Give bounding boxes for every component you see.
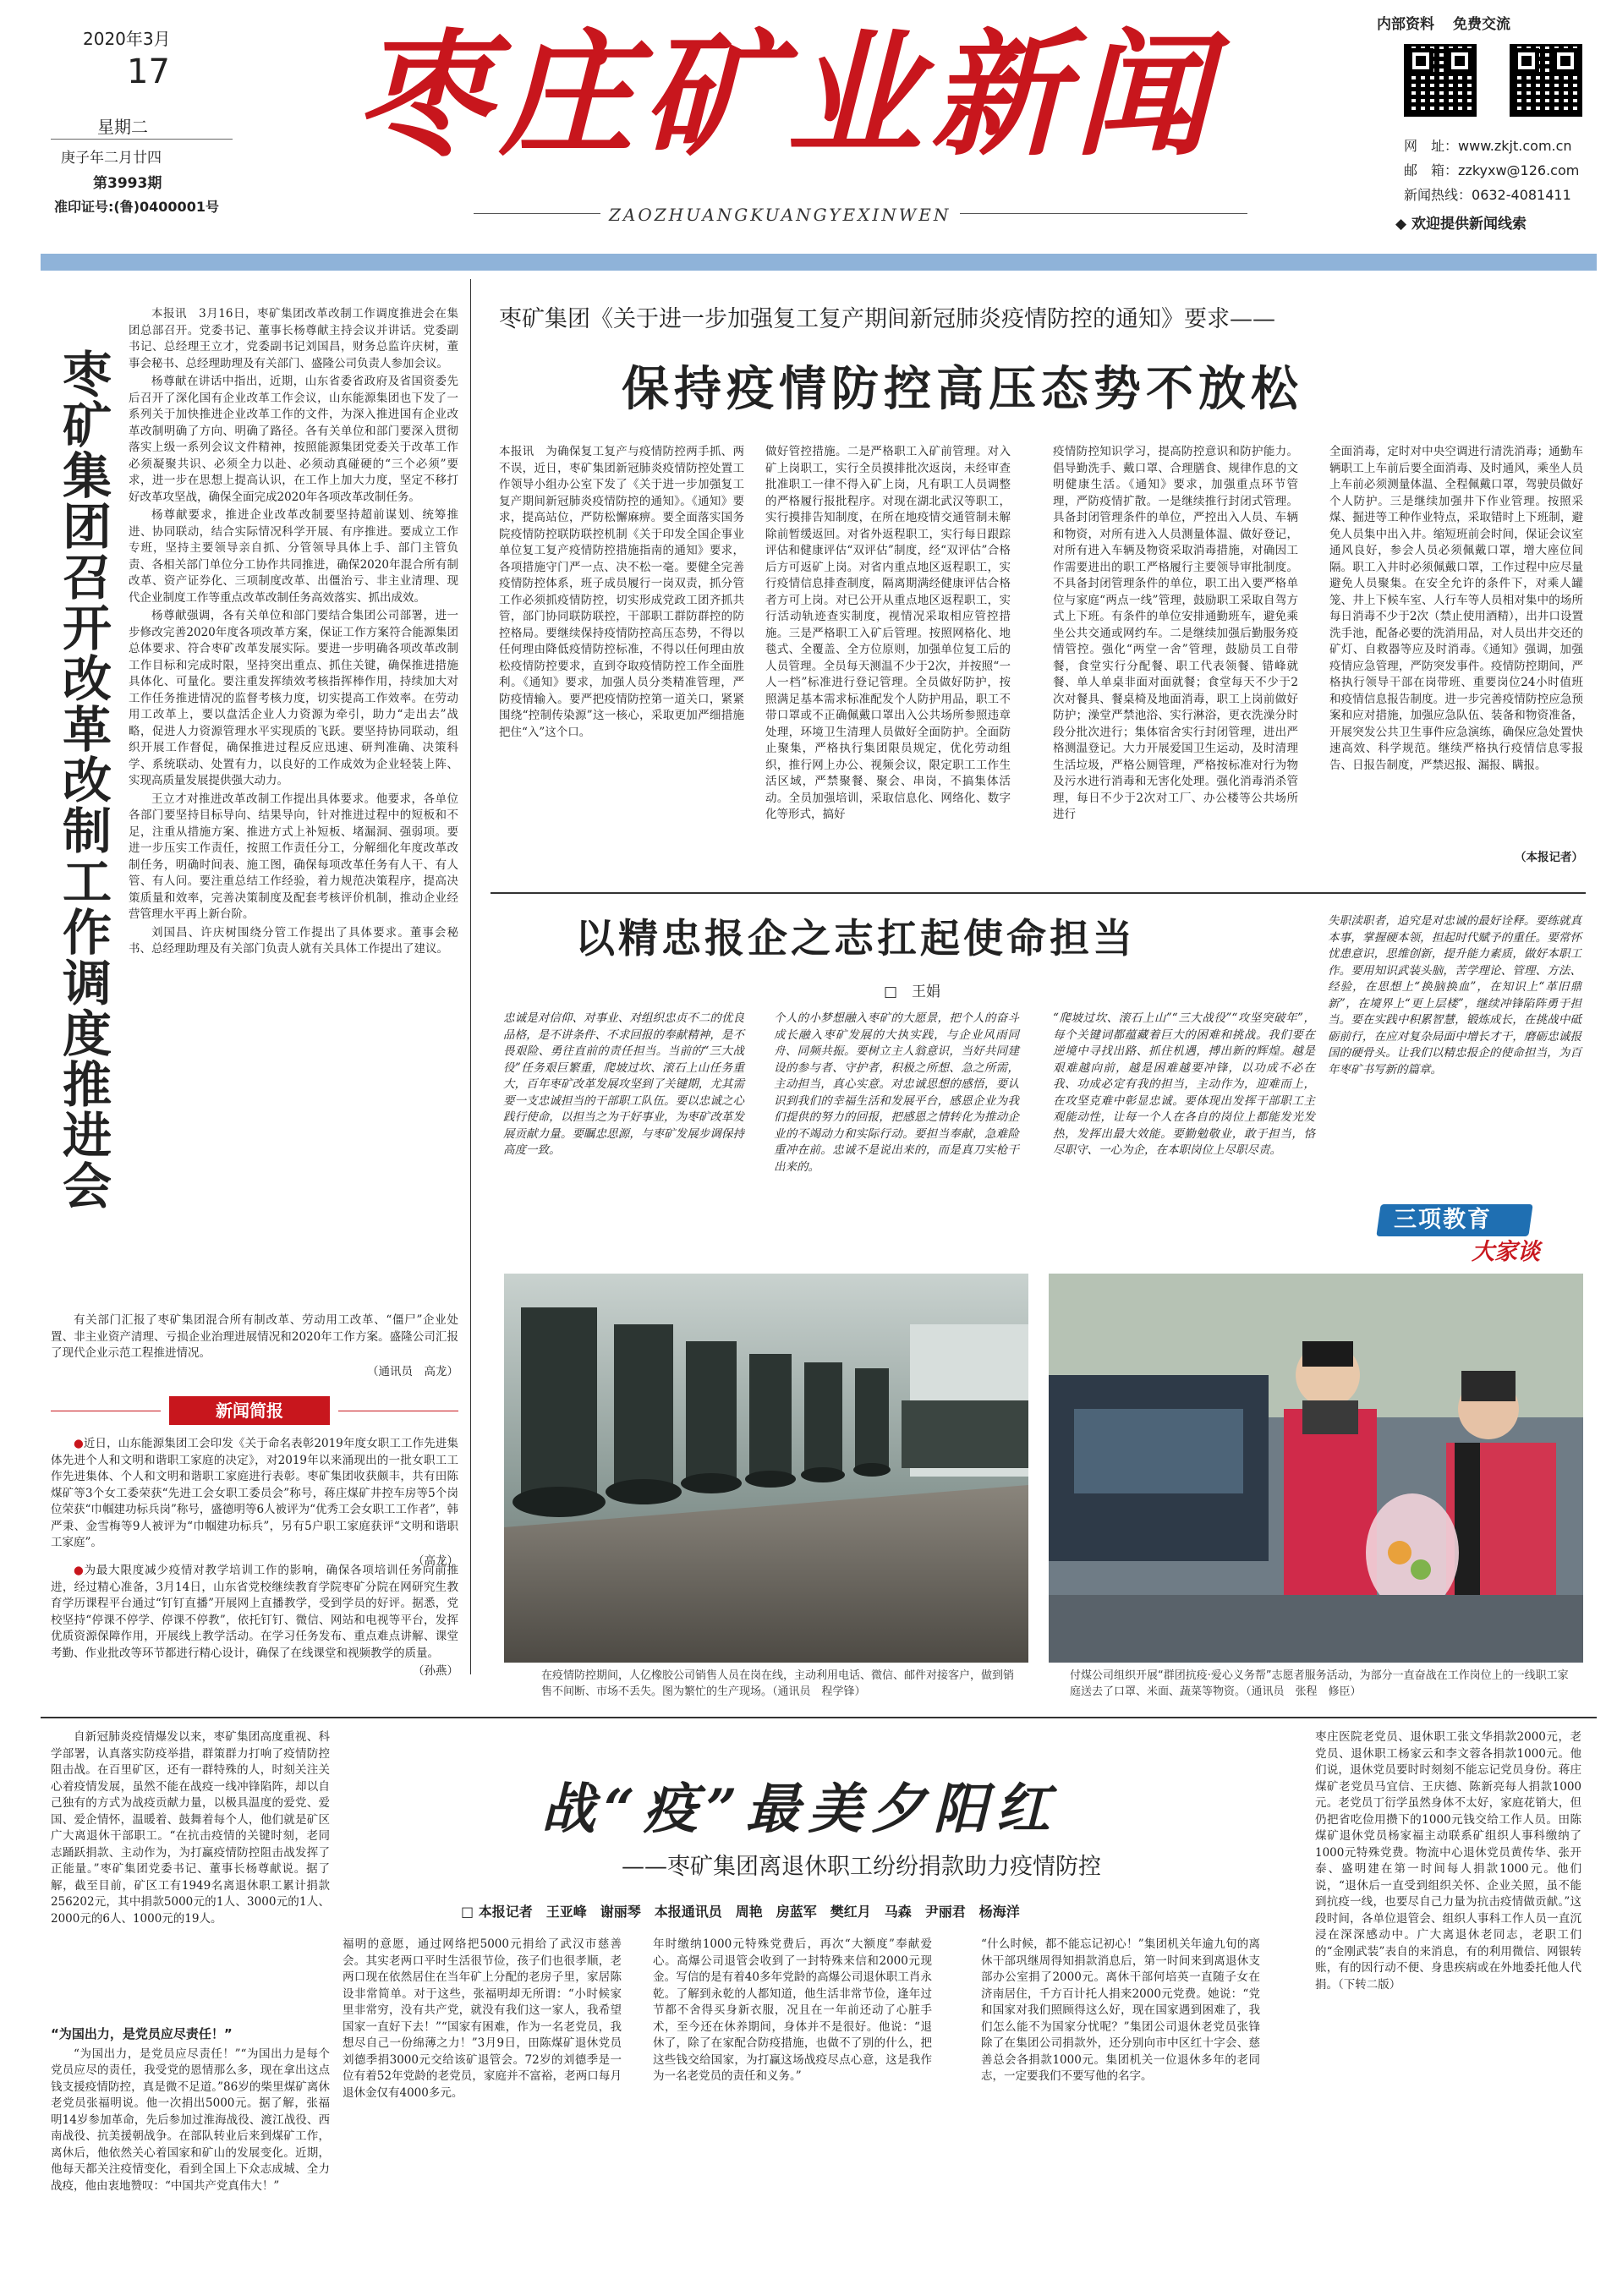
brief-item [51,1563,458,1681]
lead-paragraph: 杨尊献强调，各有关单位和部门要结合集团公司部署，进一步修改完善2020年度各项改革方案，保证工作方案符合能源集团总体要求、符合枣矿改革发展实际。要进一步明确各项改革改制工作目标和完成时限，坚持突出重点、抓住关键，确保推进措施具体化、可量化。要注重发挥绩效考核指挥棒作用，持续加大对工作任务推进情况的监督考核力度，切实提高工作效率。在劳动用工改革上，要以盘活企业人力资源为牵引，助力“走出去”战略，促进人力资源管理水平实现质的飞跃。要坚持协同联动，组织开展工作督促，确保推进过程反应迅速、研判准确、决策科学、系统联动、处置有力，以良好的工作成效为企业轻装上阵、实现高质量发展提供强大动力。 [129,609,458,787]
newspaper-title: 枣庄矿业新闻 [355,15,1219,174]
email-row [1404,160,1579,179]
subhead-party-duty: “为国出力，是党员应尽责任！” [51,2026,233,2041]
lead-paragraph: 王立才对推进改革改制工作提出具体要求。他要求，各单位各部门要坚持目标导向、结果导向，针对推进过程中的短板和不足，注重从措施方案、推进方式上补短板、堵漏洞、强弱项。要进一步压实工作责任，按照工作责任分工，分解细化年度改革改制任务，明确时间表、施工图，确保每项改革任务有人干、有人管、有人问。要注重总结工作经验，着力规范决策程序，提高决策质量和效率，完善决策制度及配套考核评价机制，推动企业经营管理水平再上新台阶。 [129,792,458,921]
lunar-date: 庚子年二月廿四 [61,150,162,167]
retirees-column: 年时缴纳1000元特殊党费后，再次“大额度”奉献爱心。高爆公司退管会收到了一封特殊来信和2000元现金。写信的是有着40多年党龄的高爆公司退休职工肖永乾。了解到永乾的人都知道，他生活非常节俭，逢年过节都不舍得买身新衣服，况且在一年前还动了心脏手术，至今还在休养期间，身体并不是很好。他说：“退休了，除了在家配合防疫措施，也做不了别的什么，把这些钱交给国家，为打赢这场战疫尽点心意，这是我作为一名老党员的责任和义务。” [653,1937,932,2083]
volunteer-photo-image [1049,1274,1583,1663]
epidemic-column: 疫情防控知识学习，提高防控意识和防护能力。倡导勤洗手、戴口罩、合理膳食、规律作息的文明健康生活。《通知》要求，加强重点环节管理，严防疫情扩散。一是继续推行封闭式管理。具备封闭管理条件的单位，严控出入人员、车辆和物资，对所有进入人员测量体温、做好登记，对所有进入车辆及物资采取消毒措施，对确因工作需要进出的职工严格履行主要领导审批制度。不具备封闭管理条件的单位，职工出入要严格单位与家庭“两点一线”管理，鼓励职工采取自驾方式上下班。有条件的单位安排通勤班车，避免乘坐公共交通或网约车。二是继续加强后勤服务疫情管控。强化“两堂一舍”管理，鼓励员工自带餐，食堂实行分配餐、职工代表领餐、错峰就餐、单人单桌非面对面就餐；食堂每天不少于2次对餐具、餐桌椅及地面消毒，职工上岗前做好防护；澡堂严禁池浴、实行淋浴，更衣洗澡分时段分批次进行；集体宿舍实行封闭管理，进出严格测温登记。大力开展爱国卫生运动，及时清理生活垃圾，严格公厕管理，严格按标准对行为物及污水进行消毒和无害化处理。强化消毒消杀管理，每日不少于2次对工厂、办公楼等公共场所进行 [1053,445,1298,821]
bullet-icon: ● [74,1564,85,1577]
loyal-headline: 以精忠报企之志扛起使命担当 [575,916,1136,962]
tag-internal: 内部资料 [1377,16,1434,33]
stamp-sub: 大家谈 [1472,1239,1540,1265]
loyal-column: “爬坡过坎、滚石上山”“三大战役”“攻坚突破年”，每个关键词都蕴藏着巨大的困难和挑战。我们要在逆境中寻找出路、抓住机遇，搏出新的辉煌。越是艰难越向前，越是困难越要冲锋，以功成不必在我、功成必定有我的担当，主动作为，迎难而上，在攻坚克难中彰显忠诚。要体现出发挥干部职工主观能动性，让每一个人在各自的岗位上都能发光发热，发挥出最大效能。要勤勉敬业，敢于担当，恪尽职守、一心为企，在本职岗位上尽职尽责。 [1053,1011,1315,1157]
lead-paragraph: 刘国昌、许庆树围绕分管工作提出了具体要求。董事会秘书、总经理助理及有关部门负责人就有关具体工作提出了建议。 [129,925,458,956]
epidemic-headline: 保持疫情防控高压态势不放松 [622,361,1303,417]
retirees-headline: 战“疫”最美夕阳红 [541,1778,1059,1841]
briefs-title-box [169,1396,330,1425]
epidemic-column: 本报讯 为确保复工复产与疫情防控两手抓、两不误，近日，枣矿集团新冠肺炎疫情防控处置工作领导小组办公室下发了《关于进一步加强复工复产期间新冠肺炎疫情防控的通知》。《通知》要求，提高站位，严防松懈麻痹。要全面落实国务院疫情防控联防联控机制《关于印发全国企事业单位复工复产疫情防控措施指南的通知》要求，各项措施守门严一点、决不松一毫。要健全完善疫情防控体系，班子成员履行一岗双责，抓分管工作必须抓疫情防控，切实形成党政工团齐抓共管，部门协同联防联控，干部职工群防群控的防控格局。要继续保持疫情防控高压态势，不得以任何理由降低疫情防控标准，不得以任何理由放松疫情防控要求，直到夺取疫情防控工作全面胜利。《通知》要求，加强人员分类精准管理，严防疫情输入。要严把疫情防控第一道关口，紧紧围绕“控制传染源”这一核心，采取更加严细措施把住“入”这个口。 [499,445,744,739]
factory-photo-caption: 在疫情防控期间，人亿橡胶公司销售人员在岗在线，主动利用电话、微信、邮件对接客户，做到销售不间断、市场不丢失。图为繁忙的生产现场。（通讯员 程学锋） [541,1669,1015,1698]
title-pinyin: ZAOZHUANGKUANGYEXINWEN [609,205,951,225]
retirees-column: “什么时候，都不能忘记初心！”集团机关年逾九旬的离休干部巩继周得知捐款消息后，第一时间来到离退休支部办公室捐了2000元。离休干部何培英一直随子女在济南居住，千方百计托人捐来2000元党费。她说：“党和国家对我们照顾得这么好，现在国家遇到困难了，我们怎么能不为国家分忧呢？”集团公司退休老党员张锋除了在集团公司捐款外，还分别向市中区红十字会、慈善总会各捐款1000元。集团机关一位退休多年的老同志，一定要我们不要写他的名字。 [981,1937,1260,2083]
retirees-column [51,2021,330,2288]
lead-paragraph: 有关部门汇报了枣矿集团混合所有制改革、劳动用工改革、“僵尸”企业处置、非主业资产清理、亏损企业治理进展情况和2020年工作方案。盛隆公司汇报了现代企业示范工程推进情况。 [51,1313,458,1360]
three-education-stamp [1379,1199,1573,1265]
retirees-column-text: 自新冠肺炎疫情爆发以来，枣矿集团高度重视、科学部署，认真落实防疫举措，群策群力打响了疫情防控阻击战。在百里矿区，还有一群特殊的人，时刻关注关心着疫情发展，虽然不能在战疫一线冲锋陷阵，却以自己独有的方式为战疫贡献力量，以极具温度的爱党、爱国、爱企情怀，温暖着、鼓舞着每个人，他们就是矿区广大离退休干部职工。“在抗击疫情的关键时刻，老同志踊跃捐款、主动作为，为打赢疫情防控阻击战发挥了正能量。”枣矿集团党委书记、董事长杨尊献说。据了解，截至目前，矿区工有1949名离退休职工累计捐款256202元，其中捐款5000元的1人、3000元的1人、2000元的6人、1000元的19人。 [51,1730,330,1926]
epidemic-column: 做好管控措施。二是严格职工入矿前管理。对入矿上岗职工，实行全员摸排批次返岗，未经审查批准职工一律不得入矿上岗，凡有职工人员调整的严格履行报批程序。对现在湖北武汉等职工，实行摸排告知制度，在所在地疫情交通管制未解除前暂缓返回。对省外返程职工，实行每日跟踪评估和健康评估“双评估”制度，经“双评估”合格后方可返矿上岗。对省内重点地区返程职工，实行疫情信息排查制度，隔离期满经健康评估合格者方可上岗。对已公开从重点地区返程职工，实行活动轨迹查实制度，视情况采取相应管控措施。三是严格职工入矿后管理。按照网格化、地毯式、全覆盖、全方位原则，加强单位复工后的人员管理。全员每天测温不少于2次，并按照“一人一档”标准进行登记管理。全员做好防护，按照满足基本需求标准配发个人防护用品，职工不带口罩或不正确佩戴口罩出入公共场所参照违章处理，环境卫生清理人员做好全面防护。全面防止聚集，严格执行集团限员规定，优化劳动组织，推行网上办公、视频会议，限定职工工作生活区域，严禁聚餐、聚会、串岗，不搞集体活动。全员加强培训，采取信息化、网络化、数字化等形式，搞好 [765,445,1011,821]
loyal-column: 忠诚是对信仰、对事业、对组织忠贞不二的优良品格，是不讲条件、不求回报的奉献精神，是不畏艰险、勇往直前的责任担当。当前的“三大战役”任务艰巨繁重，爬坡过坎、滚石上山任务重大，百年枣矿改革发展攻坚到了关键期，尤其需要一支忠诚担当的干部职工队伍。要以忠诚之心践行使命，以担当之为干好事业，为枣矿改革发展贡献力量。要瞩忠思源，与枣矿发展步调保持高度一致。 [503,1011,744,1157]
qr-code-right-icon[interactable] [1510,44,1582,117]
email-label: 邮 箱： [1404,162,1459,178]
date-day: 17 [127,52,170,91]
retirees-column: 福明的意愿，通过网络把5000元捐给了武汉市慈善会。其实老两口平时生活很节俭，孩子们也很孝顺，老两口现在依然居住在当年矿上分配的老房子里，家居陈设非常简单。对于这些，张福明却无所谓：“小时候家里非常穷，没有共产党，就没有我们这一家人，我希望国家一直好下去！”“国家有困难，作为一名老党员，我想尽自己一份绵薄之力！”3月9日，田陈煤矿退休党员刘德季捐3000元交给该矿退管会。72岁的刘德季是一位有着52年党龄的老党员，家庭并不富裕，老两口每月退休金仅有4000多元。 [343,1937,622,2100]
hotline-row [1404,184,1571,204]
volunteer-photo [1049,1274,1583,1663]
factory-photo [504,1274,1028,1663]
lead-headline: 枣矿集团召开改革改制工作调度推进会 [54,348,112,1211]
loyal-author: □ 王娟 [884,984,941,1000]
diamond-icon: ◆ [1395,216,1407,233]
brief-item [51,1436,458,1568]
brief-byline: （高龙） [413,1553,458,1568]
email-link[interactable]: zzkyxw@126.com [1458,162,1580,178]
epidemic-column [1329,444,1583,884]
welcome-text: 欢迎提供新闻线索 [1411,216,1527,233]
epidemic-column-text: 全面消毒，定时对中央空调进行清洗消毒；通勤车辆职工上车前后要全面消毒、及时通风，乘坐人员上车前必须测量体温、全程佩戴口罩，驾驶员做好个人防护。三是继续加强井下作业管理。按照采煤、掘进等工种作业特点，采取错时上下班制，避免人员集中出入井。缩短班前会时间，保证会议室通风良好，参会人员必须佩戴口罩，增大座位间隔。职工入井时必须佩戴口罩，工作过程中应尽量避免人员聚集。在安全允许的条件下，对乘人罐笼、井上下候车室、人行车等人员相对集中的场所每日消毒不少于2次（禁止使用酒精），出井口设置洗手池，配备必要的洗消用品，对人员出井交还的矿灯、自救器等应及时消毒。《通知》强调，加强疫情应急管理，严防突发事件。疫情防控期间，严格执行领导干部在岗带班、重要岗位24小时值班和疫情信息报告制度。进一步完善疫情防控应急预案和应对措施，加强应急队伍、装备和物资准备，开展突发公共卫生事件应急演练，确保应急处置快速高效、科学规范。继续严格执行疫情信息零报告、日报告制度，严禁迟报、漏报、瞒报。 [1329,445,1583,772]
permit-number: 准印证号:(鲁)0400001号 [54,199,219,215]
retirees-column-text: “为国出力，是党员应尽责任！”“为国出力是每个党员应尽的责任，我受党的恩情那么多，现在拿出这点钱支援疫情防控，真是微不足道。”86岁的柴里煤矿离休老党员张福明说。他一次捐出5000元。据了解，张福明14岁参加革命，先后参加过淮海战役、渡江战役、西南战役、抗美援朝战争。在部队转业后来到煤矿工作，离休后，他依然关心着国家和矿山的发展变化。近期，他每天都关注疫情变化，看到全国上下众志成城、全力战疫，他由衷地赞叹：“中国共产党真伟大！” [51,2047,330,2193]
masthead-band [41,254,1597,271]
factory-photo-image [504,1274,1028,1663]
date-line: 2020年3月 [83,29,171,49]
lead-byline: （通讯员 高龙） [367,1364,458,1378]
retirees-column: 枣庄医院老党员、退休职工张文华捐款2000元，老党员、退休职工杨家云和李文蓉各捐款1000元。他们说，退休党员要时时刻刻不能忘记党员身份。蒋庄煤矿老党员马宜信、王庆德、陈新亮每人捐款1000元。老党员丁衍学虽然身体不太好，家庭花销大，但仍把省吃俭用攒下的1000元钱交给工作人员。田陈煤矿退休党员杨家福主动联系矿组织人事科缴纳了1000元特殊党费。物流中心退休党员黄传华、张开泰、盛明建在第一时间每人捐款1000元。他们说，“退休后一直受到组织关怀、企业关照，虽不能到抗疫一线，也要尽自己力量为抗击疫情做贡献。”这段时间，各单位退管会、组织人事科工作人员一直沉浸在深深感动中。广大离退休老同志，老职工们的“金刚武装”表自的来消息，有的利用微信、网银转账，有的因行动不便、身患疾病或在外地委托他人代捐。（下转二版） [1315,1730,1581,1992]
bullet-icon: ● [74,1437,84,1450]
briefs-title: 新闻简报 [216,1400,283,1421]
retirees-subhead: ——枣矿集团离退休职工纷纷捐款助力疫情防控 [622,1854,1101,1880]
qr-code-left-icon[interactable] [1404,44,1477,117]
lead-article-body [129,306,458,1308]
brief-text: ●近日，山东能源集团工会印发《关于命名表彰2019年度女职工工作先进集体先进个人和文明和谐职工家庭的决定》，对2019年以来涌现出的一批女职工工作先进集体、个人和文明和谐职工家庭进行表彰。枣矿集团收获颇丰，共有田陈煤矿等3个女工委荣获“先进工会女职工委员会”称号，蒋庄煤矿井控车房等5个岗位荣获“巾帼建功标兵岗”称号，盛德明等6人被评为“优秀工会女职工工作者”，韩严秉、金雪梅等9人被评为“巾帼建功标兵”，另有5户职工家庭获评“文明和谐职工家庭”。 [51,1437,458,1549]
epidemic-kicker: 枣矿集团《关于进一步加强复工复产期间新冠肺炎疫情防控的通知》要求—— [499,306,1275,332]
loyal-column: 个人的小梦想融入枣矿的大愿景，把个人的奋斗成长融入枣矿发展的大执实践，与企业风雨同舟、同频共振。要树立主人翁意识，当好共同建设的参与者、守护者，积极之所想、急之所需，主动担当，真心实意。对忠诚思想的感悟，要认识到我们的幸福生活和发展平台，感恩企业为我们提供的努力的回报，把感恩之情转化为推动企业的不竭动力和实际行动。要担当奉献，急难险重冲在前。忠诚不是说出来的，而是真刀实枪干出来的。 [774,1011,1019,1174]
hotline-label: 新闻热线： [1404,187,1472,203]
issue-number: 第3993期 [93,175,162,192]
epidemic-byline: （本报记者） [1515,851,1583,864]
weekday: 星期二 [97,117,148,137]
volunteer-photo-caption: 付煤公司组织开展“群团抗疫·爱心义务帮”志愿者服务活动，为部分一直奋战在工作岗位上的一线职工家庭送去了口罩、米面、蔬菜等物资。（通讯员 张程 修臣） [1070,1669,1569,1698]
lead-article-tail [51,1312,458,1380]
lead-paragraph: 杨尊献在讲话中指出，近期，山东省委省政府及省国资委先后召开了深化国有企业改革工作会议，山东能源集团也下发了一系列关于加快推进企业改革工作的文件，为深入推进国有企业改革改制明确了方向、明确了路径。各有关单位和部门要深入贯彻落实上级一系列会议文件精神，按照能源集团党委关于改革工作必须凝聚共识、必须全力以赴、必须动真碰硬的“三个必须”要求，进一步在思想上提高认识，在工作上加大力度，坚定不移打好改革攻坚战，确保全面完成2020年各项改革改制任务。 [129,375,458,504]
lead-paragraph: 本报讯 3月16日，枣矿集团改革改制工作调度推进会在集团总部召开。党委书记、董事长杨尊献主持会议并讲话。党委副书记、总经理王立才，党委副书记刘国昌，财务总监许庆树，董事会秘书、总经理助理及有关部门、盛隆公司负责人参加会议。 [129,307,458,370]
website-link[interactable]: www.zkjt.com.cn [1458,138,1572,154]
stamp-main: 三项教育 [1394,1207,1492,1233]
website-label: 网 址： [1404,138,1459,154]
lead-paragraph: 杨尊献要求，推进企业改革改制要坚持超前谋划、统筹推进、协同联动，结合实际情况科学开展、有序推进。要成立工作专班，坚持主要领导亲自抓、分管领导具体上手、部门主管负责、各相关部门单位分工协作共同推进，确保2020年混合所有制改革、资产证券化、三项制度改革、出僵治亏、非主业清理、现代企业制度工作等重点改革改制任务高效落实、抓出成效。 [129,508,458,605]
loyal-column: 失职渎职者，追究是对忠诚的最好诠释。要练就真本事，掌握硬本领，担起时代赋予的重任。要常怀忧患意识，思维创新，提升能力素质，做好本职工作。要用知识武装头脑，苦学理论、管理、方法、经验，在思想上“换脑换血”，在知识上“革旧鼎新”，在境界上“更上层楼”，继续冲锋陷阵勇于担当。要在实践中积累智慧，锻炼成长，在挑战中砥砺前行，在应对复杂局面中增长才干，磨砺忠诚报国的硬骨头。让我们以精忠报企的使命担当，为百年枣矿书写新的篇章。 [1328,914,1581,1077]
hotline-number: 0632-4081411 [1472,187,1571,203]
welcome-row [1395,211,1527,233]
website-row [1404,135,1572,155]
tag-free: 免费交流 [1453,16,1510,33]
brief-byline: （孙燕） [413,1664,458,1678]
brief-text: ●为最大限度减少疫情对教学培训工作的影响，确保各项培训任务向前推进，经过精心准备，3月14日，山东省党校继续教育学院枣矿分院在网研究生教育学历课程平台通过“钉钉直播”开展网上直播教学，受到学员的好评。据悉，党校坚持“停课不停学、停课不停教”，依托钉钉、微信、网站和电视等平台，发挥优质资源保障作用，开展线上教学活动。在学习任务发布、重点难点讲解、课堂考勤、作业批改等环节都进行精心设计，确保了在线课堂和视频教学的质量。 [51,1564,458,1660]
retirees-authors: □ 本报记者 王亚峰 谢丽琴 本报通讯员 周艳 房蓝军 樊红月 马森 尹丽君 杨海洋 [461,1904,1020,1920]
